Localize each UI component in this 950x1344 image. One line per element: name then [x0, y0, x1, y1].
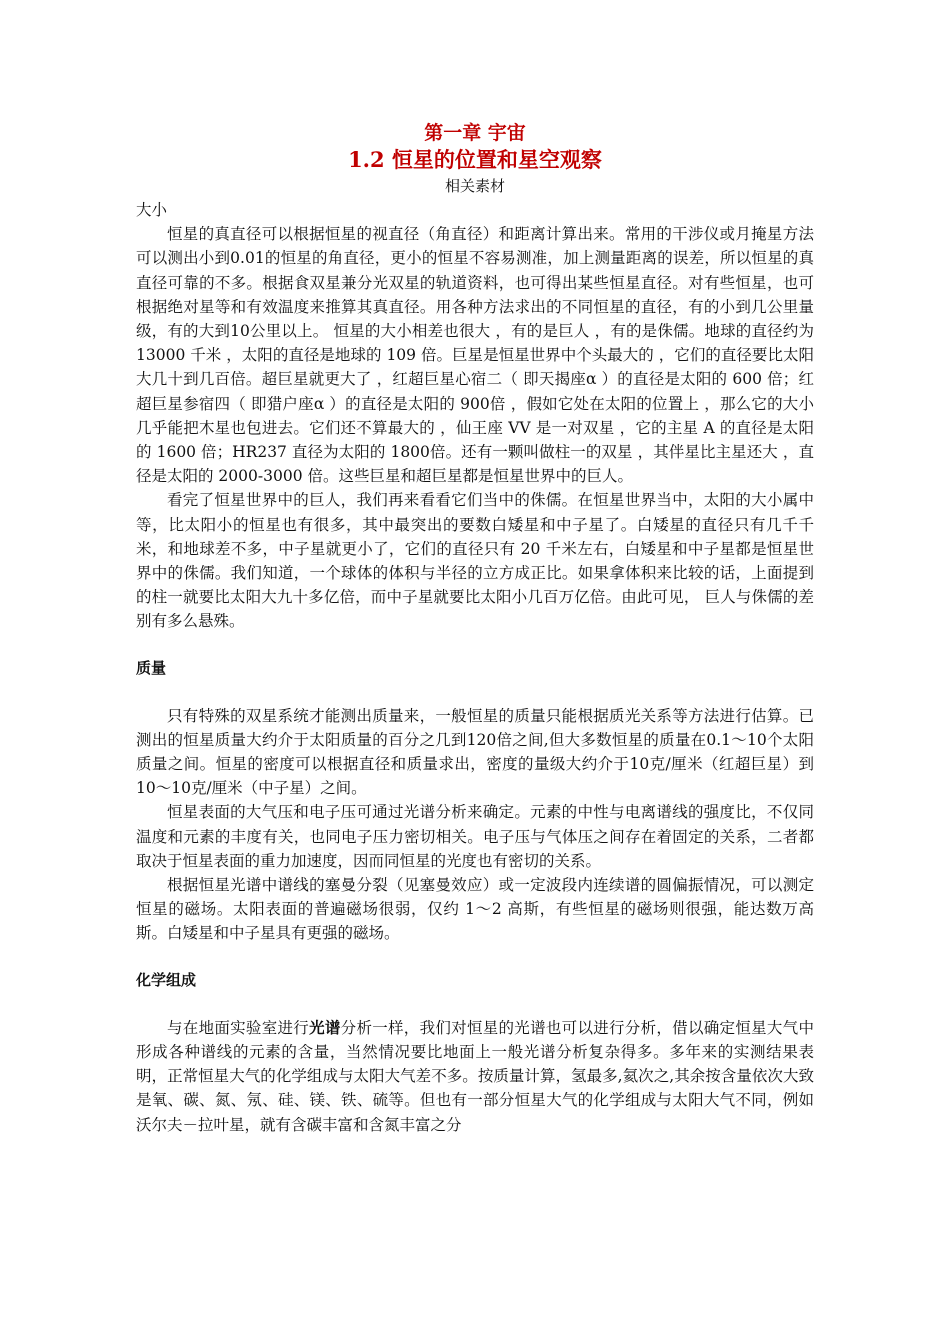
mass-heading: 质量: [136, 658, 167, 677]
section-title: 1.2 恒星的位置和星空观察: [348, 147, 602, 172]
mass-paragraph-2: 恒星表面的大气压和电子压可通过光谱分析来确定。元素的中性与电离谱线的强度比，不仅同温度和元素的丰度有关，也同电子压力密切相关。电子压与气体压之间存在着固定的关系，二者都取决于恒星表面的重力加速度，因而同恒星的光度也有密切的关系。: [136, 803, 814, 870]
spacer: [136, 946, 814, 968]
spacer: [136, 992, 814, 1016]
size-paragraph-1: 恒星的真直径可以根据恒星的视直径（角直径）和距离计算出来。常用的干涉仪或月掩星方法可以测出小到0.01的恒星的角直径，更小的恒星不容易测准，加上测量距离的误差，所以恒星的真直径可靠的不多。根据食双星兼分光双星的轨道资料，也可得出某些恒星直径。对有些恒星，也可根据绝对星等和有效温度来推算其真直径。用各种方法求出的不同恒星的直径，有的小到几公里量级，有的大到10公里以上。 恒星的大小相差也很大 ，有的是巨人 ，有的是侏儒。地球的直径约为 13000 千米 ，太阳的直径是地球的 109 倍。巨星是恒星世界中个头最大的 ，它们的直径要比太阳大几十到几百倍。超巨星就更大了 ，红超巨星心宿二（ 即天揭座α ）的直径是太阳的 600 倍；红超巨星参宿四（ 即猎户座α ）的直径是太阳的 900倍 ，假如它处在太阳的位置上 ，那么它的大小几乎能把木星也包进去。它们还不算最大的 ，仙王座 VV 是一对双星 ，它的主星 A 的直径是太阳的 1600 倍；HR237 直径为太阳的 1800倍。还有一颗叫做柱一的双星 ，其伴星比主星还大 ，直径是太阳的 2000-3000 倍。这些巨星和超巨星都是恒星世界中的巨人。: [136, 225, 814, 486]
mass-paragraph-1: 只有特殊的双星系统才能测出质量来，一般恒星的质量只能根据质光关系等方法进行估算。已测出的恒星质量大约介于太阳质量的百分之几到120倍之间,但大多数恒星的质量在0.1～10个太阳质量之间。恒星的密度可以根据直径和质量求出，密度的量级大约介于10克/厘米（红超巨星）到 10～10克/厘米（中子星）之间。: [136, 706, 814, 798]
subtitle: 相关素材: [444, 177, 505, 195]
composition-paragraph-1: [136, 1016, 814, 1137]
spacer: [136, 634, 814, 656]
size-heading: 大小: [136, 201, 168, 219]
composition-text-post: 分析一样，我们对恒星的光谱也可以进行分析，借以确定恒星大气中形成各种谱线的元素的含量，当然情况要比地面上一般光谱分析复杂得多。多年来的实测结果表明，正常恒星大气的化学组成与太阳大气差不多。按质量计算，氢最多,氦次之,其余按含量依次大致是氧、碳、氮、氖、硅、镁、铁、硫等。但也有一部分恒星大气的化学组成与太阳大气不同，例如沃尔夫－拉叶星，就有含碳丰富和含氮丰富之分: [136, 1018, 814, 1134]
mass-paragraph-3: 根据恒星光谱中谱线的塞曼分裂（见塞曼效应）或一定波段内连续谱的圆偏振情况，可以测定恒星的磁场。太阳表面的普遍磁场很弱，仅约 1～2 高斯，有些恒星的磁场则很强，能达数万高斯。白矮星和中子星具有更强的磁场。: [136, 876, 814, 943]
composition-text-pre: 与在地面实验室进行: [167, 1018, 310, 1037]
spacer: [136, 680, 814, 704]
composition-heading: 化学组成: [136, 970, 197, 989]
size-paragraph-2: 看完了恒星世界中的巨人，我们再来看看它们当中的侏儒。在恒星世界当中，太阳的大小属中等，比太阳小的恒星也有很多，其中最突出的要数白矮星和中子星了。白矮星的直径只有几千千米，和地球差不多，中子星就更小了，它们的直径只有 20 千米左右，白矮星和中子星都是恒星世界中的侏儒。我们知道，一个球体的体积与半径的立方成正比。如果拿体积来比较的话，上面提到的柱一就要比太阳大九十多亿倍，而中子星就要比太阳小几百万亿倍。由此可见， 巨人与侏儒的差别有多么悬殊。: [136, 491, 814, 631]
chapter-title: 第一章 宇宙: [424, 122, 526, 144]
spectrum-term: 光谱: [309, 1017, 341, 1037]
